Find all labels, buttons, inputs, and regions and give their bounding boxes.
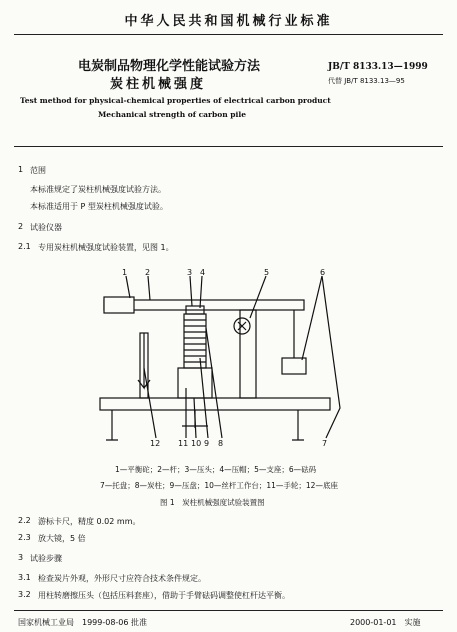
figure-label-4: 4 [200,268,206,277]
section-1-paragraph-1: 本标准规定了炭柱机械强度试验方法。 [30,185,166,194]
base-platform [100,398,330,410]
section-2-2-number: 2.2 [18,516,31,525]
section-2-title: 试验仪器 [30,223,62,232]
figure-label-1: 1 [122,268,128,277]
figure-label-10: 10 [191,439,202,448]
section-2-number: 2 [18,222,24,231]
figure-label-2: 2 [145,268,151,277]
document-subtitle: 炭柱机械强度 [110,77,207,92]
section-3-1-text: 检查炭片外观，外形尺寸应符合技术条件规定。 [38,574,206,583]
figure-label-11: 11 [178,439,189,448]
section-2-3-number: 2.3 [18,533,31,542]
standard-category-header: 中华人民共和国机械行业标准 [124,14,333,29]
section-2-1-number: 2.1 [18,242,31,251]
figure-label-7: 7 [322,439,328,448]
title-rule [14,146,443,147]
figure-caption: 图 1 炭柱机械强度试验装置图 [160,498,265,507]
figure-label-9: 9 [204,439,210,448]
section-1-title: 范围 [30,166,46,175]
balance-weight [104,297,134,313]
left-leg [106,410,118,440]
section-3-1-number: 3.1 [18,573,31,582]
weight-block [282,358,306,374]
footer-rule [14,610,443,611]
section-2-2-text: 游标卡尺，精度 0.02 mm。 [38,517,141,526]
section-3-number: 3 [18,553,24,562]
figure-legend-line-1: 1—平衡砣；2—杆；3—压头；4—压帽；5—支座；6—砝码 [115,465,317,474]
implementation-date: 2000-01-01 实施 [350,618,421,627]
section-3-title: 试验步骤 [30,554,62,563]
right-leg [292,410,304,440]
worktable [178,368,212,398]
document-title: 电炭制品物理化学性能试验方法 [78,59,261,74]
figure-label-5: 5 [264,268,270,277]
section-1-paragraph-2: 本标准适用于 P 型炭柱机械强度试验。 [30,202,168,211]
figure-label-8: 8 [218,439,224,448]
english-subtitle: Mechanical strength of carbon pile [98,110,247,119]
section-2-1-text: 专用炭柱机械强度试验装置，见图 1。 [38,243,174,252]
section-3-2-text: 用柱转磨擦压头（包括压料套座），借助于手臂砝码调整使杠杆达平衡。 [38,591,290,600]
section-3-2-number: 3.2 [18,590,31,599]
section-1-number: 1 [18,165,24,174]
section-2-3-text: 放大镜，5 倍 [38,534,86,543]
test-apparatus-figure [90,268,350,448]
figure-label-3: 3 [187,268,193,277]
figure-label-6: 6 [320,268,326,277]
standard-number: JB/T 8133.13—1999 [328,62,428,72]
english-title: Test method for physical-chemical properties of electrical carbon product [20,96,331,105]
figure-legend-line-2: 7—托盘；8—炭柱；9—压盘；10—丝杆工作台；11—手轮；12—底座 [100,481,338,490]
approval-date: 国家机械工业局 1999-08-06 批准 [18,618,148,627]
replaces-standard: 代替 JB/T 8133.13—95 [328,77,405,85]
figure-label-12: 12 [150,439,161,448]
carbon-pile [184,314,206,368]
support-pillar [240,310,256,398]
header-rule [14,34,443,35]
